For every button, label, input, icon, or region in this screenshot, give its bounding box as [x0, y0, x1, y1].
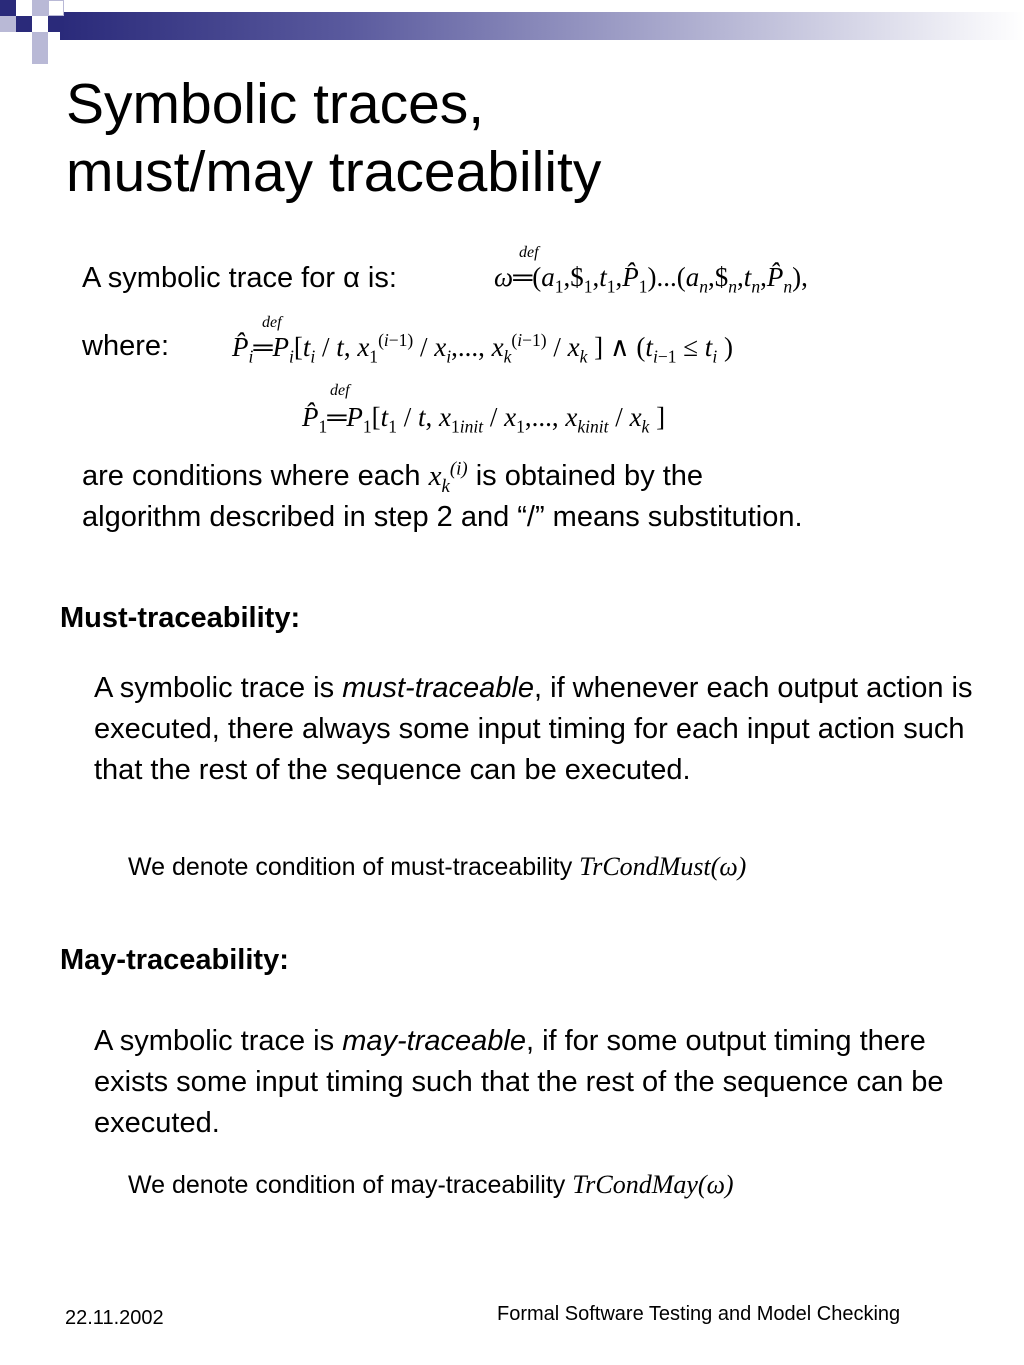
explanation-line-2: algorithm described in step 2 and “/” means substitution.	[82, 501, 803, 533]
page-title	[66, 70, 966, 206]
must-paragraph	[94, 668, 974, 791]
trace-intro: A symbolic trace for α is:	[82, 262, 397, 294]
def-mark: def	[262, 314, 282, 331]
footer-course: Formal Software Testing and Model Checking	[497, 1303, 901, 1325]
explanation-part-1: are conditions where each	[82, 460, 421, 492]
must-denote-text: We denote condition of must-traceability	[128, 853, 573, 881]
explanation-part-2: is obtained by the	[475, 460, 704, 492]
must-p-after: , if whenever each output action is executed, there always some input timing for each input action such that the rest of the sequence can be executed.	[94, 672, 973, 786]
must-p-emph: must-traceable	[342, 672, 535, 704]
may-denote	[128, 1170, 734, 1200]
x-k-i-symbol: $x_k^{(i)}$	[428, 458, 468, 497]
header-square-light	[32, 48, 48, 64]
header-square-dark	[0, 0, 16, 16]
header-square-light	[32, 0, 48, 16]
def-mark: def	[519, 244, 539, 261]
header-square-dark	[48, 16, 64, 32]
may-heading: May-traceability:	[60, 944, 289, 976]
header-square-dark	[16, 16, 32, 32]
formula-p-1: $P̂_1═P_1[t_1$ / t, $x_{1init} / x_1$,..., $x_{kinit} / x_k$ ]	[302, 402, 666, 437]
must-denote	[128, 852, 746, 882]
formula-omega: $\omega═(a_1,\$_1,t_1,P̂_1)...(a_n,\$_n,t_n,P̂_n)$,	[494, 262, 808, 297]
header-square-light	[32, 32, 48, 48]
header-gradient-bar	[60, 12, 1024, 40]
may-denote-text: We denote condition of may-traceability	[128, 1171, 566, 1199]
may-paragraph	[94, 1021, 974, 1144]
title-line-1: Symbolic traces,	[66, 72, 485, 136]
header-square-light	[0, 16, 16, 32]
must-p-before: A symbolic trace is	[94, 672, 335, 704]
may-p-emph: may-traceable	[342, 1025, 526, 1057]
may-condition: TrCondMay(ω)	[572, 1170, 734, 1199]
definition-explanation	[82, 456, 982, 538]
formula-p-i: $P̂_i═P_i[t_i$ / t, $x_1^{(i-1)} / x_i$,..., $x_k^{(i-1)} / x_k$ ] ∧ ($t_{i-1} \le t_i$ )	[232, 330, 733, 367]
where-label: where:	[82, 330, 170, 362]
header-square-outline	[48, 0, 64, 16]
def-mark: def	[330, 382, 350, 399]
must-condition: TrCondMust(ω)	[579, 852, 747, 881]
may-p-after: , if for some output timing there exists some input timing such that the rest of the sequence can be executed.	[94, 1025, 944, 1139]
footer-date: 22.11.2002	[65, 1307, 164, 1329]
must-heading: Must-traceability:	[60, 602, 301, 634]
title-line-2: must/may traceability	[66, 140, 602, 204]
may-p-before: A symbolic trace is	[94, 1025, 335, 1057]
